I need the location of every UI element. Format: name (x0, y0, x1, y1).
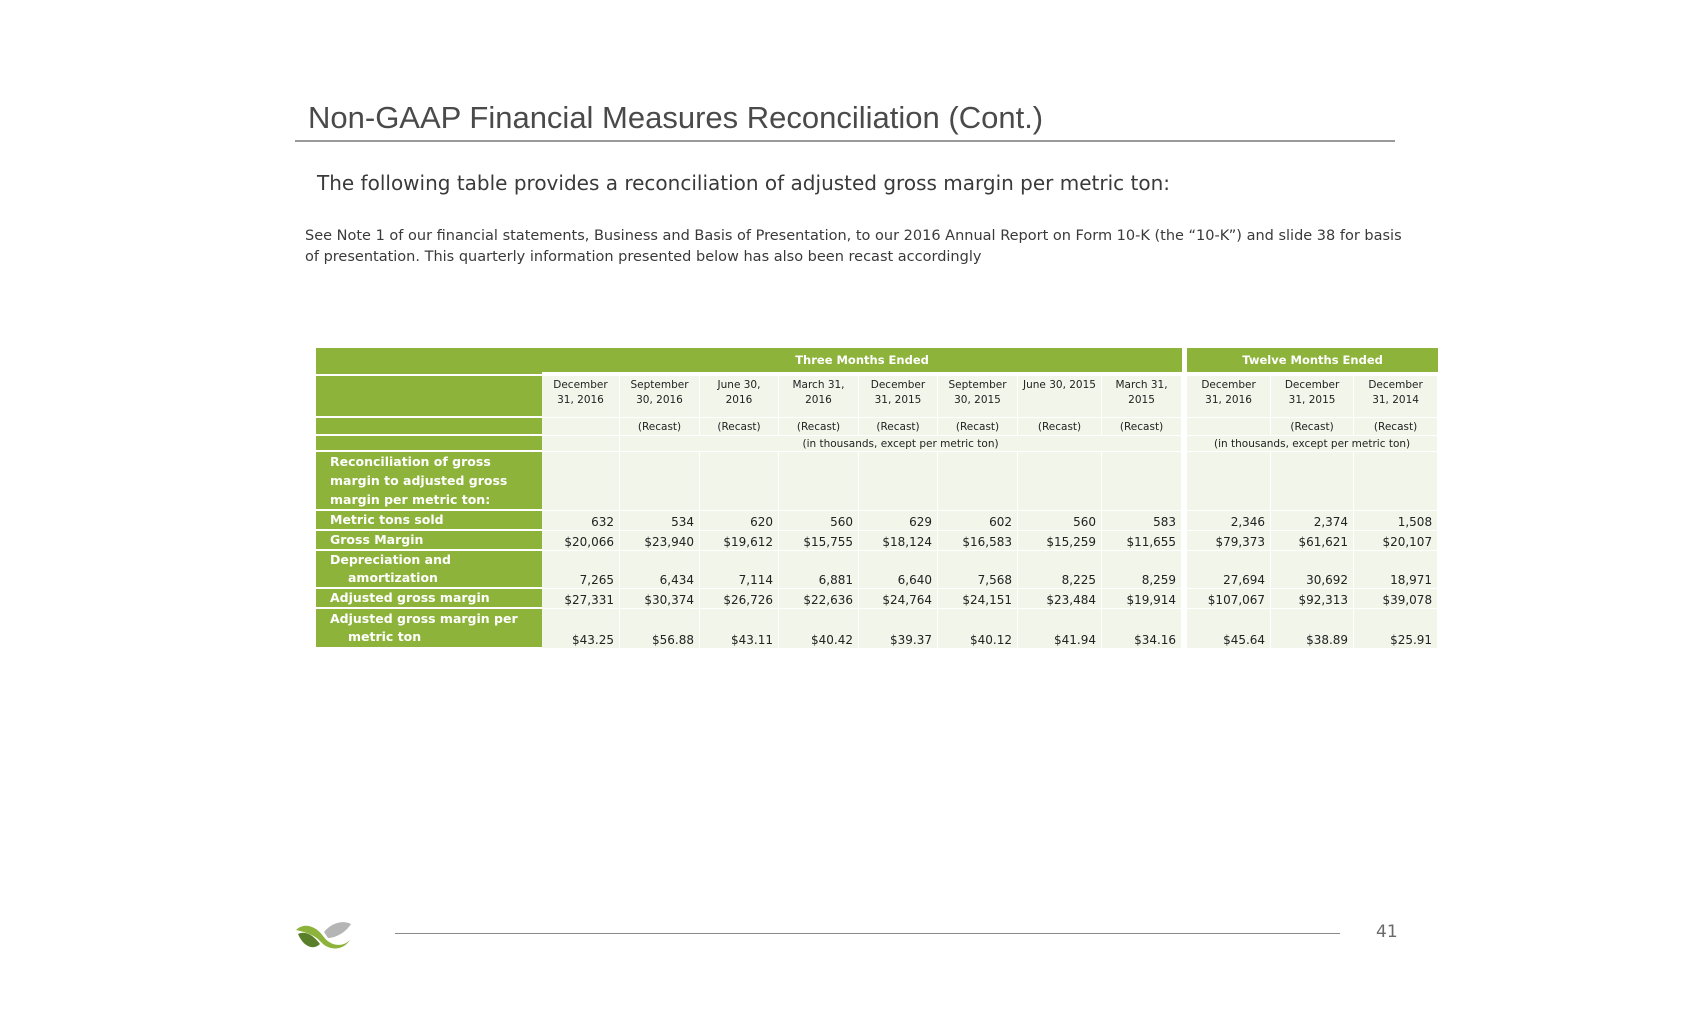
table-row (316, 531, 1438, 551)
row-label-line: metric ton (348, 629, 422, 644)
column-date: September 30, 2015 (938, 376, 1018, 418)
row-label-line: Adjusted gross margin (330, 590, 490, 605)
table-cell: 602 (938, 511, 1018, 531)
row-label (316, 531, 542, 551)
table-cell: $23,940 (620, 531, 700, 551)
section-row (316, 452, 1438, 511)
recast-label (542, 418, 620, 436)
table-cell: $40.42 (779, 609, 859, 649)
row-label-line: Metric tons sold (330, 512, 444, 527)
column-date: December 31, 2015 (1271, 376, 1354, 418)
table-cell: $18,124 (859, 531, 938, 551)
table-cell: $20,066 (542, 531, 620, 551)
reconciliation-table (316, 348, 1438, 649)
table-cell: 560 (779, 511, 859, 531)
recast-label: (Recast) (779, 418, 859, 436)
table-cell: $38.89 (1271, 609, 1354, 649)
row-label-line: amortization (348, 570, 438, 585)
table-cell: $41.94 (1018, 609, 1102, 649)
units-label: (in thousands, except per metric ton) (620, 436, 1182, 452)
three-months-header: Three Months Ended (542, 348, 1182, 376)
table-row (316, 551, 1438, 589)
table-row (316, 609, 1438, 649)
table-cell: 8,225 (1018, 551, 1102, 589)
table-cell: $45.64 (1187, 609, 1271, 649)
row-label-line: Gross Margin (330, 532, 424, 547)
table-cell: 583 (1102, 511, 1182, 531)
table-cell: 6,434 (620, 551, 700, 589)
row-label (316, 511, 542, 531)
table-cell: $19,914 (1102, 589, 1182, 609)
recast-label: (Recast) (620, 418, 700, 436)
table-cell: 7,265 (542, 551, 620, 589)
table-cell: $16,583 (938, 531, 1018, 551)
table-cell: $23,484 (1018, 589, 1102, 609)
table-cell: $107,067 (1187, 589, 1271, 609)
company-logo-icon (294, 918, 352, 952)
recast-label: (Recast) (938, 418, 1018, 436)
table-cell: $30,374 (620, 589, 700, 609)
recast-label: (Recast) (1102, 418, 1182, 436)
column-date: December 31, 2016 (542, 376, 620, 418)
table-row (316, 511, 1438, 531)
recast-label: (Recast) (1018, 418, 1102, 436)
table-cell: $61,621 (1271, 531, 1354, 551)
recast-label: (Recast) (700, 418, 779, 436)
table-cell: 8,259 (1102, 551, 1182, 589)
table-cell: $15,259 (1018, 531, 1102, 551)
column-date: March 31, 2016 (779, 376, 859, 418)
table-cell: $34.16 (1102, 609, 1182, 649)
column-date: March 31, 2015 (1102, 376, 1182, 418)
table-cell: $27,331 (542, 589, 620, 609)
row-label (316, 609, 542, 649)
table-cell: 27,694 (1187, 551, 1271, 589)
header-label-cell (316, 348, 542, 376)
recast-label (1187, 418, 1271, 436)
table-cell: 6,881 (779, 551, 859, 589)
table-cell: 560 (1018, 511, 1102, 531)
table-cell: 1,508 (1354, 511, 1438, 531)
table-cell: $25.91 (1354, 609, 1438, 649)
table-cell: 632 (542, 511, 620, 531)
table-cell: 18,971 (1354, 551, 1438, 589)
table-cell: $92,313 (1271, 589, 1354, 609)
table-cell: $39,078 (1354, 589, 1438, 609)
table-cell: 6,640 (859, 551, 938, 589)
table-cell: $24,764 (859, 589, 938, 609)
table-cell: 30,692 (1271, 551, 1354, 589)
footer-divider (395, 933, 1340, 934)
row-label-line: Adjusted gross margin per (330, 611, 518, 626)
table-cell: 7,568 (938, 551, 1018, 589)
page-number: 41 (1376, 922, 1398, 942)
table-cell: $40.12 (938, 609, 1018, 649)
column-date: December 31, 2016 (1187, 376, 1271, 418)
table-cell: $15,755 (779, 531, 859, 551)
table-cell: $79,373 (1187, 531, 1271, 551)
twelve-months-header: Twelve Months Ended (1187, 348, 1438, 376)
table-cell: $39.37 (859, 609, 938, 649)
table-cell: $20,107 (1354, 531, 1438, 551)
column-date: September 30, 2016 (620, 376, 700, 418)
column-date: December 31, 2015 (859, 376, 938, 418)
table-cell: 620 (700, 511, 779, 531)
units-label: (in thousands, except per metric ton) (1187, 436, 1438, 452)
table-cell: $26,726 (700, 589, 779, 609)
page-title: Non-GAAP Financial Measures Reconciliation (Cont.) (308, 100, 1044, 135)
table-row (316, 589, 1438, 609)
band-header-row (316, 348, 1438, 376)
table-cell: $24,151 (938, 589, 1018, 609)
table-cell: 2,346 (1187, 511, 1271, 531)
recast-label: (Recast) (1271, 418, 1354, 436)
table-cell: 534 (620, 511, 700, 531)
subtitle: The following table provides a reconciliation of adjusted gross margin per metric ton: (317, 171, 1170, 195)
table-cell: $43.25 (542, 609, 620, 649)
table-cell: $19,612 (700, 531, 779, 551)
recast-label: (Recast) (1354, 418, 1438, 436)
table-cell: 7,114 (700, 551, 779, 589)
row-label (316, 589, 542, 609)
table-cell: $22,636 (779, 589, 859, 609)
table-cell: 2,374 (1271, 511, 1354, 531)
column-date: December 31, 2014 (1354, 376, 1438, 418)
row-label-line: Depreciation and (330, 552, 451, 567)
row-label (316, 551, 542, 589)
presentation-note: See Note 1 of our financial statements, Business and Basis of Presentation, to our 2016 Annual Report on Form 10-K (the “10-K”) and slide 38 for basis of presentation. This quarterly information presented below has also been recast accordingly (305, 228, 1402, 265)
table-cell: $43.11 (700, 609, 779, 649)
recast-label: (Recast) (859, 418, 938, 436)
column-date: June 30, 2015 (1018, 376, 1102, 418)
title-divider (295, 140, 1395, 142)
section-label: Reconciliation of gross margin to adjusted gross margin per metric ton: (316, 452, 542, 511)
recast-row (316, 418, 1438, 436)
table-cell: $11,655 (1102, 531, 1182, 551)
column-date: June 30, 2016 (700, 376, 779, 418)
table-cell: 629 (859, 511, 938, 531)
table-cell: $56.88 (620, 609, 700, 649)
units-row (316, 436, 1438, 452)
date-header-row (316, 376, 1438, 418)
